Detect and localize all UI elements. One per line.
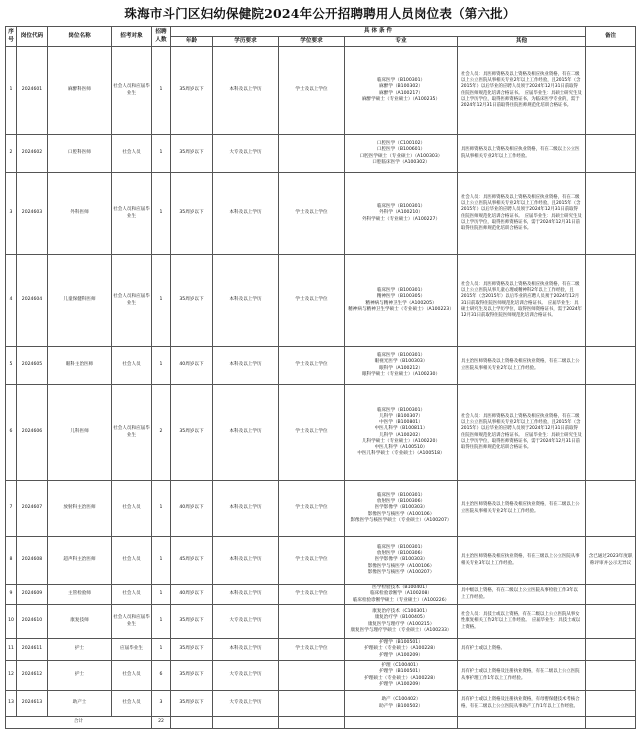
header-conditions: 具 体 条 件 [171, 27, 586, 37]
header-seq: 序号 [6, 27, 17, 47]
age-cell: 35周岁以下 [171, 135, 213, 173]
major-item: 护理学（B100501） [379, 640, 423, 646]
name-cell: 助产士 [48, 691, 112, 717]
header-row-1 [6, 27, 636, 37]
major-item: 康复医学与理疗学硕士（专业硕士）（A100233） [350, 627, 452, 633]
major-item: 影像医学与核医学（A100207） [367, 569, 435, 575]
edu-cell: 本科及以上学历 [213, 537, 279, 585]
edu-cell: 大专及以上学历 [213, 605, 279, 639]
name-cell: 放射科主治医师 [48, 481, 112, 537]
remark-cell [586, 691, 636, 717]
major-item: 儿科学硕士（专业硕士）（A100220） [361, 438, 441, 444]
name-cell: 儿科医师 [48, 385, 112, 481]
total-empty-cell [458, 717, 586, 729]
major-item: 放射医学（B100306） [376, 499, 426, 505]
major-item: 眼视光医学（B100303） [374, 359, 428, 365]
major-item: 口腔医学（B100601） [376, 147, 426, 153]
target-cell: 社会人员和应届毕业生 [112, 605, 152, 639]
count-cell: 1 [152, 47, 171, 135]
major-item: 康复治疗技术（C100301） [372, 609, 430, 615]
other-requirements-cell: 具有护士或以上资格。 [458, 639, 586, 661]
total-row [6, 717, 636, 729]
target-cell: 社会人员 [112, 135, 152, 173]
major-item: 临床医学（B100301） [376, 78, 426, 84]
age-cell: 35周岁以下 [171, 691, 213, 717]
total-count: 22 [152, 717, 171, 729]
remark-cell [586, 47, 636, 135]
seq-cell: 8 [6, 537, 17, 585]
target-cell: 社会人员 [112, 537, 152, 585]
table-body [6, 47, 636, 729]
target-cell: 社会人员和应届毕业生 [112, 173, 152, 255]
major-item: 医学影像学（B100303） [374, 557, 428, 563]
table-row [6, 47, 636, 135]
major-cell [345, 691, 458, 717]
major-item: 护理学（A100209） [379, 681, 423, 687]
major-item: 麻醉学（B100302） [379, 84, 423, 90]
remark-cell [586, 605, 636, 639]
count-cell: 2 [152, 385, 171, 481]
major-item: 临床医学（B100301） [376, 545, 426, 551]
major-item: 临床医学（B100301） [376, 204, 426, 210]
degree-cell [279, 691, 345, 717]
header-target: 招考对象 [112, 27, 152, 47]
degree-cell: 学士及以上学位 [279, 639, 345, 661]
total-empty-cell [171, 717, 213, 729]
edu-cell: 本科及以上学历 [213, 639, 279, 661]
major-item: 口腔医学硕士（专业硕士）（A100303） [359, 153, 443, 159]
target-cell: 社会人员 [112, 691, 152, 717]
age-cell: 35周岁以下 [171, 47, 213, 135]
major-item: 医学影像学（B100303） [374, 505, 428, 511]
major-item: 中医儿科学（B100811） [374, 426, 428, 432]
seq-cell: 12 [6, 661, 17, 691]
table-row [6, 385, 636, 481]
major-item: 影像医学与核医学（A100106） [367, 563, 435, 569]
target-cell: 社会人员 [112, 585, 152, 605]
major-item: 放射医学（B100306） [376, 551, 426, 557]
major-item: 中医学（B100801） [379, 420, 423, 426]
count-cell: 1 [152, 173, 171, 255]
total-empty-cell [279, 717, 345, 729]
remark-cell [586, 173, 636, 255]
degree-cell: 学士及以上学位 [279, 347, 345, 385]
seq-cell: 7 [6, 481, 17, 537]
major-cell [345, 255, 458, 347]
other-requirements-cell: 具有护士或以上资格及注册执业资格，有在二级以上公立医院从事护理工作1年以上工作经验。 [458, 661, 586, 691]
target-cell: 社会人员和应届毕业生 [112, 385, 152, 481]
major-item: 护理硕士（专业硕士）（A100228） [364, 675, 438, 681]
header-remark: 备注 [586, 27, 636, 47]
table-row [6, 639, 636, 661]
major-item: 护理学（A100209） [379, 652, 423, 658]
age-cell: 35周岁以下 [171, 639, 213, 661]
age-cell: 35周岁以下 [171, 173, 213, 255]
major-item: 康复医学与理疗学（A100215） [367, 621, 435, 627]
remark-cell [586, 661, 636, 691]
other-requirements-cell: 具主治医师资格及以上资格及相应执业资格，有在二级以上公立医院从事相关专业2年以上工作经验。 [458, 481, 586, 537]
degree-cell: 学士及以上学位 [279, 255, 345, 347]
header-name: 岗位名称 [48, 27, 112, 47]
header-code: 岗位代码 [17, 27, 48, 47]
target-cell: 社会人员 [112, 347, 152, 385]
major-item: 医学检验技术（B100401） [372, 585, 430, 591]
count-cell: 6 [152, 661, 171, 691]
target-cell: 社会人员和应届毕业生 [112, 255, 152, 347]
age-cell: 40周岁以下 [171, 481, 213, 537]
major-item: 护理硕士（专业硕士）（A100228） [364, 646, 438, 652]
table-row [6, 481, 636, 537]
major-item: 护理（C100401） [381, 663, 421, 669]
major-item: 临床医学（B100301） [376, 353, 426, 359]
degree-cell: 学士及以上学位 [279, 537, 345, 585]
major-item: 护理学（B100501） [379, 669, 423, 675]
total-empty-cell [345, 717, 458, 729]
other-requirements-cell: 具主治医师资格及以上资格及相应执业资格，有在二级以上公立医院从事相关专业2年以上工作经验。 [458, 347, 586, 385]
major-item: 临床检验诊断学硕士（专业硕士）（A100226） [352, 597, 450, 603]
other-requirements-cell: 具有护士或以上资格及注册执业资格，有母婴保健技术考核合格，有在二级以上公立医院从事助产工作1年以上工作经验。 [458, 691, 586, 717]
name-cell: 康复技师 [48, 605, 112, 639]
target-cell: 应届毕业生 [112, 639, 152, 661]
major-item: 口腔临床医学（A100302） [372, 159, 430, 165]
total-label: 合计 [6, 717, 152, 729]
major-item: 外科学（A100210） [379, 210, 423, 216]
degree-cell: 学士及以上学位 [279, 173, 345, 255]
major-cell [345, 135, 458, 173]
remark-cell [586, 585, 636, 605]
name-cell: 口腔科医师 [48, 135, 112, 173]
code-cell: 2024606 [17, 385, 48, 481]
age-cell: 40周岁以下 [171, 347, 213, 385]
table-row [6, 605, 636, 639]
seq-cell: 11 [6, 639, 17, 661]
other-requirements-cell: 社会人员：具医师资格及以上资格及相应执业资格，有在二级以上公立医院从事相关专业2年以上工作经验，且2015年（含2015年）以后毕业的应聘人员须于2024年12月31日前取得住院医师规范化培训合格证书。 应届毕业生：具硕士研究生及以上学历学位，取得医师资格证书，需于2024年12月31日前取得住院医师规范化培训合格证书。 [458, 385, 586, 481]
seq-cell: 10 [6, 605, 17, 639]
count-cell: 1 [152, 255, 171, 347]
remark-cell [586, 481, 636, 537]
other-requirements-cell: 具医师资格及以上资格及相应执业资格，有在二级以上公立医院从事相关专业2年以上工作经验。 [458, 135, 586, 173]
edu-cell: 大专及以上学历 [213, 661, 279, 691]
degree-cell [279, 605, 345, 639]
remark-cell [586, 385, 636, 481]
other-requirements-cell: 具主治医师资格及相应执业资格，有在三级以上公立医院从事相关专业3年以上工作经验。 [458, 537, 586, 585]
name-cell: 麻醉科医师 [48, 47, 112, 135]
document-title: 珠海市斗门区妇幼保健院2024年公开招聘聘用人员岗位表（第六批） [124, 6, 516, 21]
major-item: 助产学（B100502） [379, 703, 423, 709]
edu-cell: 大专及以上学历 [213, 691, 279, 717]
degree-cell: 学士及以上学位 [279, 47, 345, 135]
seq-cell: 2 [6, 135, 17, 173]
major-cell [345, 385, 458, 481]
remark-cell [586, 255, 636, 347]
major-cell [345, 661, 458, 691]
major-cell [345, 173, 458, 255]
other-requirements-cell: 社会人员：具技士或以上资格，有在二级以上公立医院从事女性康复相关工作2年以上工作经验。 应届毕业生：具技士或以上资格。 [458, 605, 586, 639]
table-row [6, 691, 636, 717]
seq-cell: 3 [6, 173, 17, 255]
header-count: 招聘人数 [152, 27, 171, 47]
name-cell: 护士 [48, 661, 112, 691]
major-item: 麻醉学硕士（专业硕士）（A100235） [361, 96, 441, 102]
age-cell: 35周岁以下 [171, 661, 213, 691]
table-row [6, 173, 636, 255]
major-item: 精神医学（B100305） [376, 294, 426, 300]
name-cell: 超声科主治医师 [48, 537, 112, 585]
name-cell: 主管检验师 [48, 585, 112, 605]
major-item: 临床医学（B100301） [376, 407, 426, 413]
code-cell: 2024610 [17, 605, 48, 639]
degree-cell [279, 135, 345, 173]
edu-cell: 本科及以上学历 [213, 585, 279, 605]
age-cell: 35周岁以下 [171, 385, 213, 481]
header-degree: 学位要求 [279, 37, 345, 47]
code-cell: 2024609 [17, 585, 48, 605]
job-table [5, 26, 636, 729]
edu-cell: 大专及以上学历 [213, 135, 279, 173]
edu-cell: 本科及以上学历 [213, 347, 279, 385]
major-cell [345, 605, 458, 639]
count-cell: 1 [152, 605, 171, 639]
seq-cell: 6 [6, 385, 17, 481]
major-cell [345, 639, 458, 661]
major-cell [345, 481, 458, 537]
seq-cell: 5 [6, 347, 17, 385]
seq-cell: 9 [6, 585, 17, 605]
major-item: 精神病与精神卫生学（A100205） [365, 300, 437, 306]
code-cell: 2024608 [17, 537, 48, 585]
code-cell: 2024605 [17, 347, 48, 385]
remark-cell [586, 639, 636, 661]
count-cell: 1 [152, 347, 171, 385]
name-cell: 护士 [48, 639, 112, 661]
degree-cell [279, 661, 345, 691]
remark-cell [586, 347, 636, 385]
degree-cell: 学士及以上学位 [279, 585, 345, 605]
age-cell: 40周岁以下 [171, 585, 213, 605]
total-empty-cell [213, 717, 279, 729]
code-cell: 2024611 [17, 639, 48, 661]
major-item: 精神病与精神卫生学硕士（专业硕士）（A100223） [348, 306, 454, 312]
other-requirements-cell: 社会人员：具医师资格及以上资格及相应执业资格，有在二级以上公立医院从事儿童心理或精神科2年以上工作经验，且2015年（含2015年）以后毕业的应聘人员须于2024年12月31日前取得住院医师规范化培训合格证书。 应届毕业生：具硕士研究生及以上学历学位，取得医师资格证书，需于2024年12月31日前取得住院医师规范化培训合格证书。 [458, 255, 586, 347]
total-empty-cell [586, 717, 636, 729]
major-item: 影像医学与核医学（A100106） [367, 511, 435, 517]
count-cell: 1 [152, 537, 171, 585]
major-cell [345, 585, 458, 605]
age-cell: 35周岁以下 [171, 255, 213, 347]
count-cell: 1 [152, 585, 171, 605]
other-requirements-cell: 社会人员：具医师资格及以上资格及相应执业资格，有在二级以上公立医院从事相关专业2年以上工作经验，且2015年（含2015年）以后毕业的应聘人员须于2024年12月31日前取得住院医师规范化培训合格证书。 应届毕业生：具硕士研究生及以上学历学位，取得医师资格证书，为临床医学专业的，需于2024年12月31日前取得住院医师规范化培训合格证书。 [458, 47, 586, 135]
header-age: 年龄 [171, 37, 213, 47]
seq-cell: 4 [6, 255, 17, 347]
edu-cell: 本科及以上学历 [213, 481, 279, 537]
seq-cell: 13 [6, 691, 17, 717]
major-item: 口腔医学（C100102） [376, 141, 426, 147]
code-cell: 2024604 [17, 255, 48, 347]
major-item: 外科学硕士（专业硕士）（A100227） [361, 216, 441, 222]
degree-cell: 学士及以上学位 [279, 481, 345, 537]
edu-cell: 本科及以上学历 [213, 385, 279, 481]
count-cell: 3 [152, 691, 171, 717]
count-cell: 1 [152, 135, 171, 173]
count-cell: 1 [152, 481, 171, 537]
name-cell: 外科医师 [48, 173, 112, 255]
header-edu: 学历要求 [213, 37, 279, 47]
name-cell: 儿童保健科医师 [48, 255, 112, 347]
edu-cell: 本科及以上学历 [213, 47, 279, 135]
seq-cell: 1 [6, 47, 17, 135]
major-item: 中医儿科学（A100510） [374, 444, 428, 450]
age-cell: 35周岁以下 [171, 605, 213, 639]
table-row [6, 537, 636, 585]
major-item: 眼科学（A100212） [379, 365, 423, 371]
target-cell: 社会人员 [112, 661, 152, 691]
major-item: 临床检验诊断学（A100208） [369, 591, 433, 597]
major-cell [345, 47, 458, 135]
count-cell: 1 [152, 639, 171, 661]
major-item: 中医儿科学硕士（专业硕士）（A100518） [357, 451, 445, 457]
major-item: 临床医学（B100301） [376, 493, 426, 499]
table-row [6, 585, 636, 605]
code-cell: 2024612 [17, 661, 48, 691]
code-cell: 2024613 [17, 691, 48, 717]
table-row [6, 135, 636, 173]
major-item: 临床医学（B100301） [376, 288, 426, 294]
code-cell: 2024601 [17, 47, 48, 135]
header-other: 其他 [458, 37, 586, 47]
remark-cell: 含已通过2023年度职称评审并公示无异议 [586, 537, 636, 585]
major-item: 儿科学（B100307） [379, 413, 423, 419]
other-requirements-cell: 社会人员：具医师资格及以上资格及相应执业资格，有在二级以上公立医院从事相关专业2年以上工作经验，且2015年（含2015年）以后毕业的应聘人员须于2024年12月31日前取得住院医师规范化培训合格证书。 应届毕业生：具硕士研究生及以上学历学位，取得医师资格证书，需于2024年12月31日前取得住院医师规范化培训合格证书。 [458, 173, 586, 255]
major-item: 麻醉学（A100217） [379, 90, 423, 96]
degree-cell: 学士及以上学位 [279, 385, 345, 481]
target-cell: 社会人员 [112, 481, 152, 537]
table-row [6, 661, 636, 691]
code-cell: 2024607 [17, 481, 48, 537]
header-major: 专业 [345, 37, 458, 47]
edu-cell: 本科及以上学历 [213, 173, 279, 255]
major-item: 影像医学与核医学硕士（专业硕士）（A100207） [350, 517, 452, 523]
major-item: 儿科学（A100202） [379, 432, 423, 438]
major-cell [345, 537, 458, 585]
edu-cell: 本科及以上学历 [213, 255, 279, 347]
name-cell: 眼科主治医师 [48, 347, 112, 385]
major-item: 助产（C100402） [381, 697, 421, 703]
age-cell: 45周岁以下 [171, 537, 213, 585]
remark-cell [586, 135, 636, 173]
table-row [6, 347, 636, 385]
other-requirements-cell: 具中级以上资格，有在二级以上公立医院从事检验工作3年以上工作经验。 [458, 585, 586, 605]
code-cell: 2024603 [17, 173, 48, 255]
major-cell [345, 347, 458, 385]
major-item: 眼科学硕士（专业硕士）（A100230） [361, 371, 441, 377]
major-item: 康复治疗学（B100405） [374, 615, 428, 621]
table-row [6, 255, 636, 347]
target-cell: 社会人员和应届毕业生 [112, 47, 152, 135]
code-cell: 2024602 [17, 135, 48, 173]
